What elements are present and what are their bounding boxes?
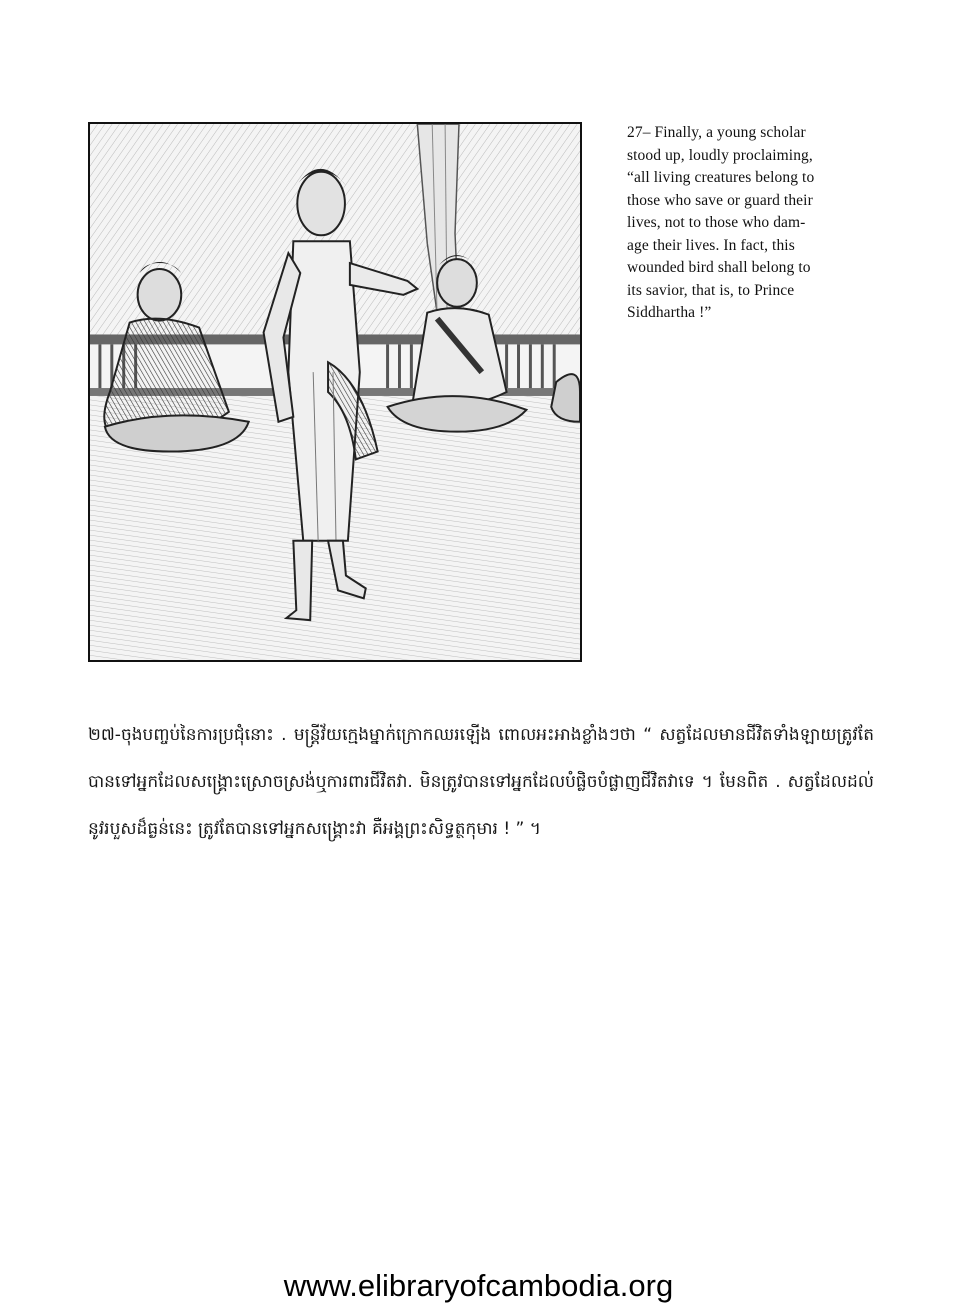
- illustration-image: [88, 122, 582, 662]
- english-caption: 27– Finally, a young scholar stood up, loudly proclaiming, “all living creatures belong to those who save or guard their lives, not to those who dam- age their lives. In fact, this wounded bird shall belong to its savior, that is, to Prince Siddhartha !”: [627, 124, 815, 321]
- khmer-paragraph: ២៧-ចុងបញ្ចប់នៃការប្រជុំនោះ . មន្ត្រីវ័យក្មេងម្នាក់ក្រោកឈរឡើង ពោលអះអាងខ្លាំងៗថា “ សត្វដែលមានជីវិតទាំងឡាយត្រូវតែបានទៅអ្នកដែលសង្គ្រោះស្រោចស្រង់ឬការពារជីវិតវា. មិនត្រូវបានទៅអ្នកដែលបំផ្លិចបំផ្លាញជីវិតវាទេ ។ មែនពិត . សត្វដែលដល់នូវរបួសដ៏ធ្ងន់នេះ ត្រូវតែបានទៅអ្នកសង្គ្រោះវា គឺអង្គព្រះសិទ្ធត្ថកុមារ ! ” ។: [88, 725, 874, 839]
- footer-url[interactable]: www.elibraryofcambodia.org: [283, 1268, 674, 1303]
- scholar-illustration-icon: [90, 124, 580, 660]
